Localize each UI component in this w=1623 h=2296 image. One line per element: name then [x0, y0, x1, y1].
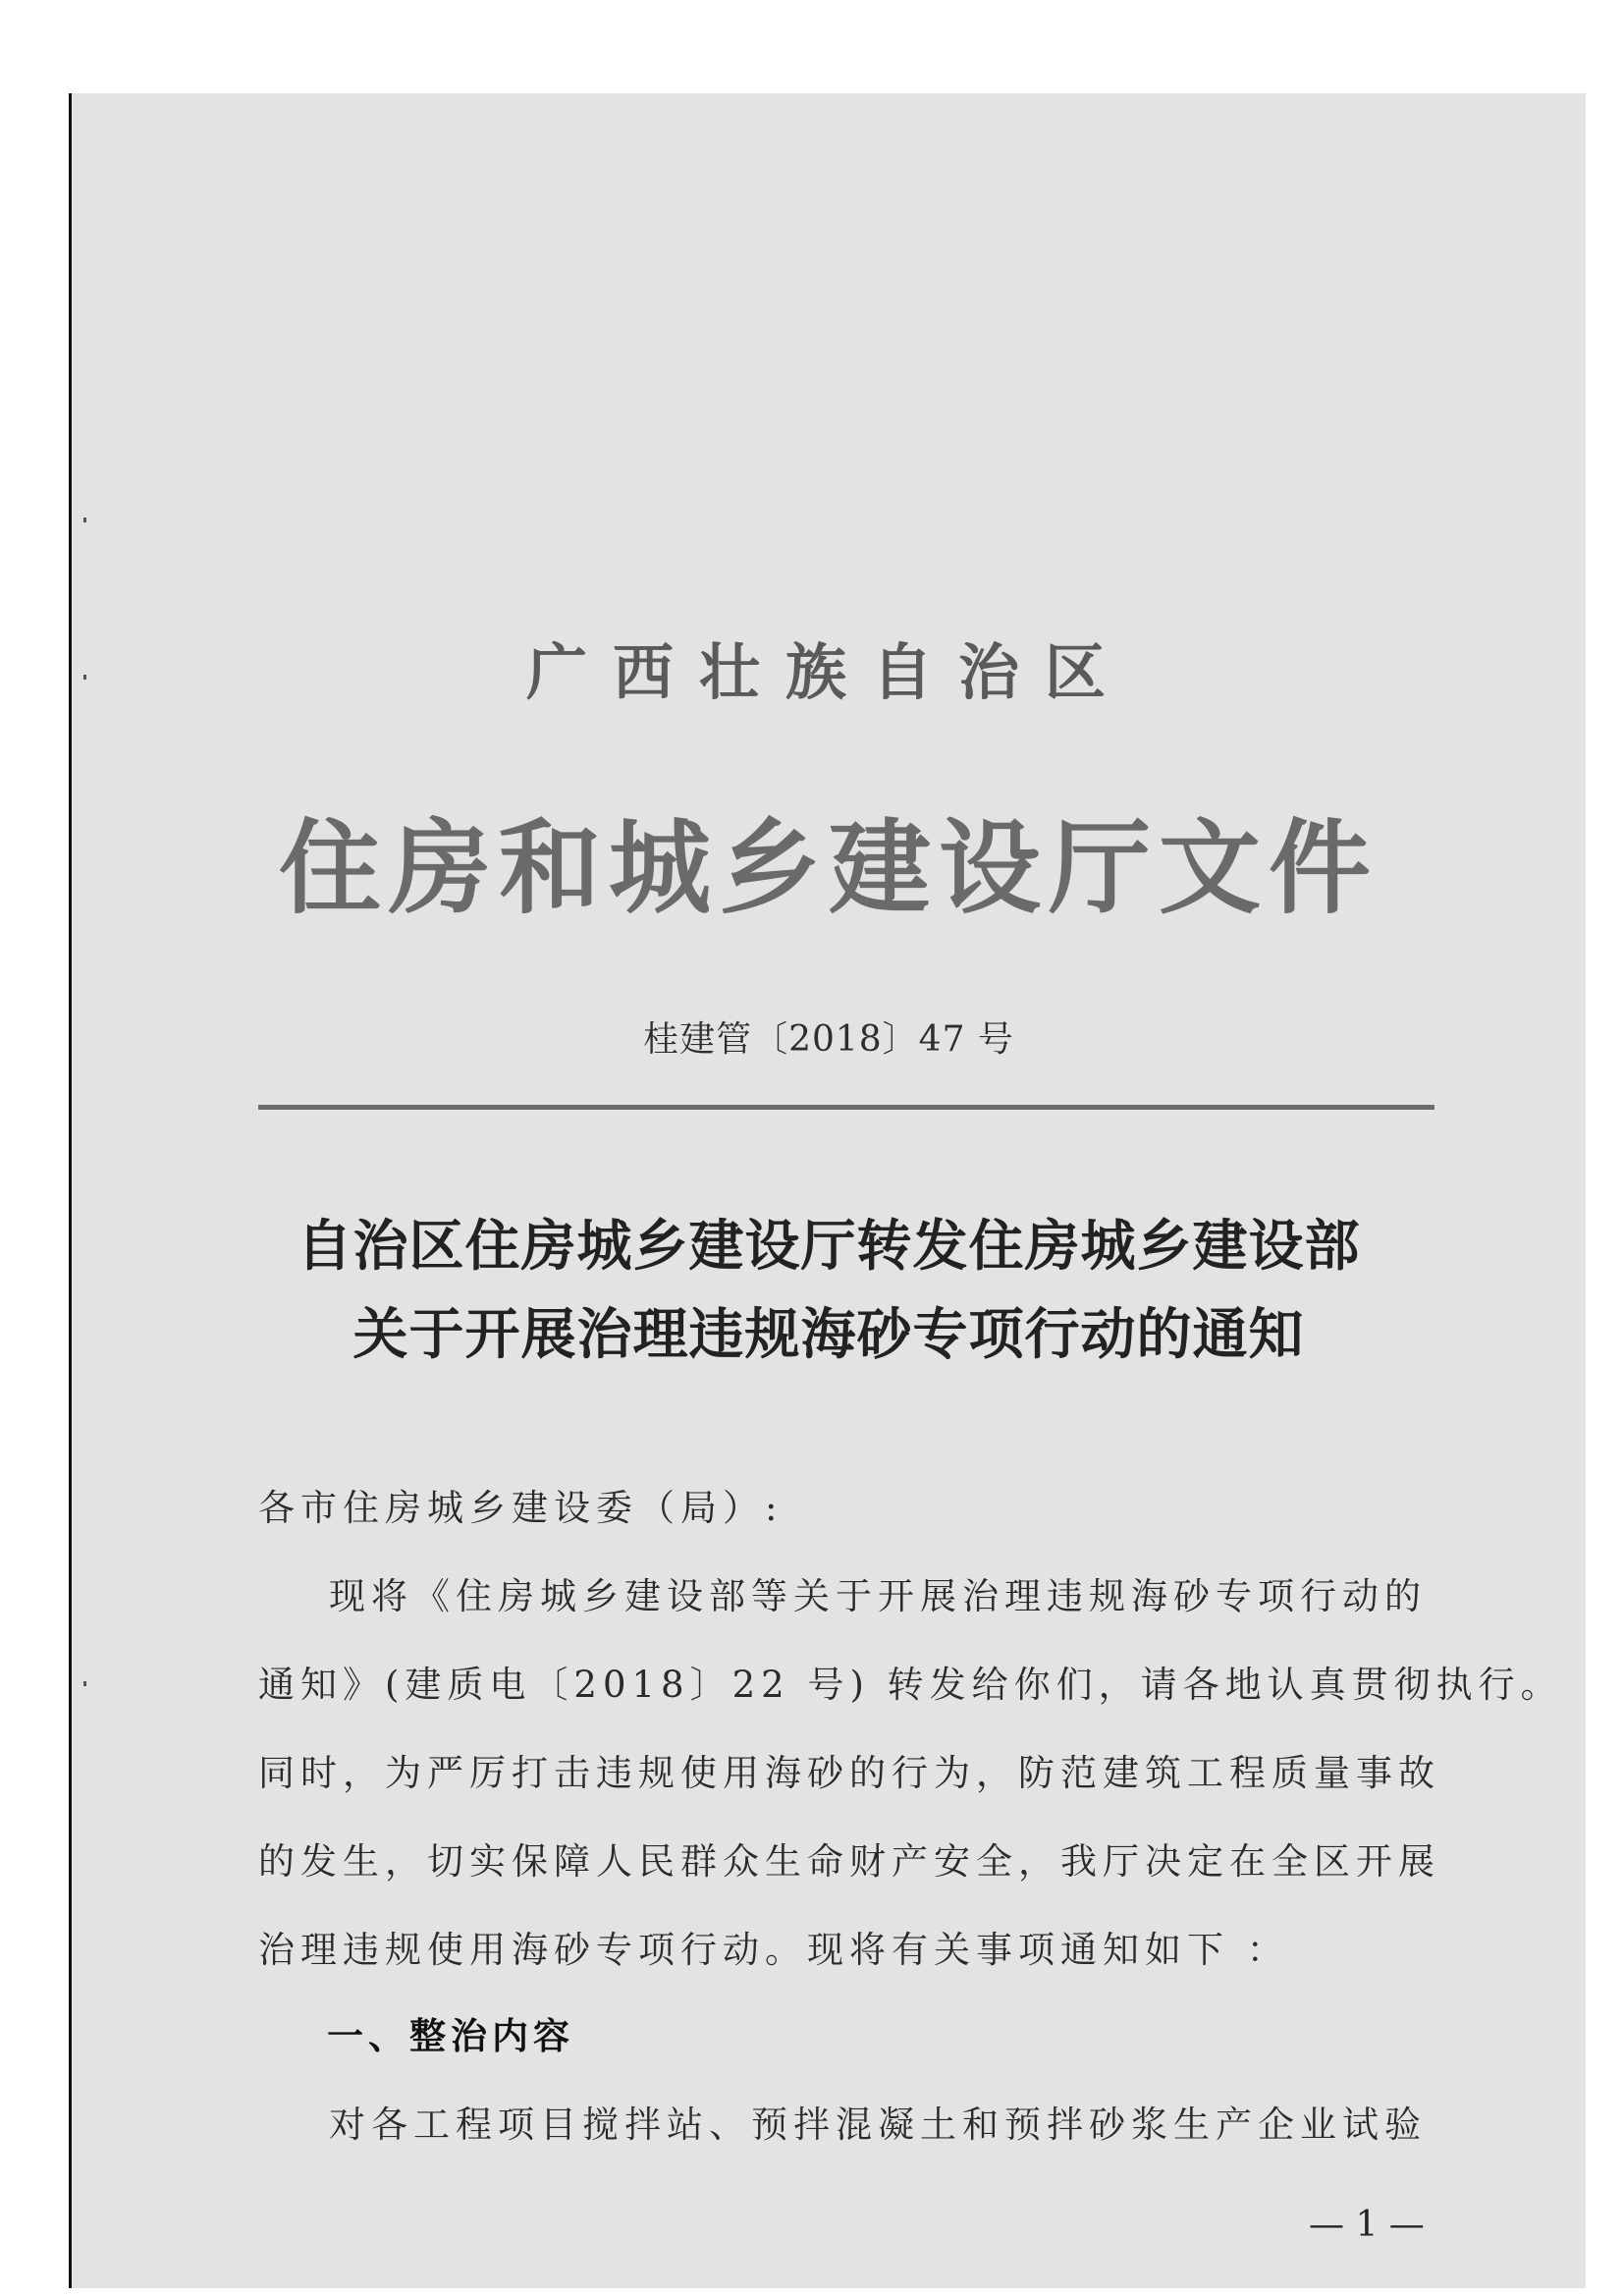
scan-speck	[83, 518, 86, 522]
scan-speck	[83, 1681, 86, 1686]
paragraph-line: 的发生，切实保障人民群众生命财产安全，我厅决定在全区开展	[258, 1840, 1440, 1883]
paragraph-line: 通知》(建质电〔2018〕22 号) 转发给你们，请各地认真贯彻执行。	[258, 1664, 1563, 1706]
page-number: — 1 —	[1309, 2205, 1425, 2245]
document-number: 桂建管〔2018〕47 号	[643, 1019, 1014, 1060]
paragraph-line: 对各工程项目搅拌站、预拌混凝土和预拌砂浆生产企业试验	[329, 2104, 1427, 2146]
header-divider	[258, 1105, 1434, 1110]
scanned-page	[69, 93, 1586, 2288]
document-title-line-1: 自治区住房城乡建设厅转发住房城乡建设部	[297, 1214, 1361, 1279]
paragraph-line: 同时，为严厉打击违规使用海砂的行为，防范建筑工程质量事故	[258, 1752, 1440, 1794]
paragraph-line: 现将《住房城乡建设部等关于开展治理违规海砂专项行动的	[329, 1575, 1427, 1617]
issuer-region: 广西壮族自治区	[525, 636, 1131, 708]
salutation: 各市住房城乡建设委（局）:	[258, 1487, 784, 1529]
section-heading: 一、整治内容	[327, 2014, 574, 2057]
document-title-line-2: 关于开展治理违规海砂专项行动的通知	[352, 1302, 1305, 1367]
paragraph-line: 治理违规使用海砂专项行动。现将有关事项通知如下 ：	[258, 1929, 1289, 1971]
issuer-department: 住房和城乡建设厅文件	[278, 807, 1379, 928]
